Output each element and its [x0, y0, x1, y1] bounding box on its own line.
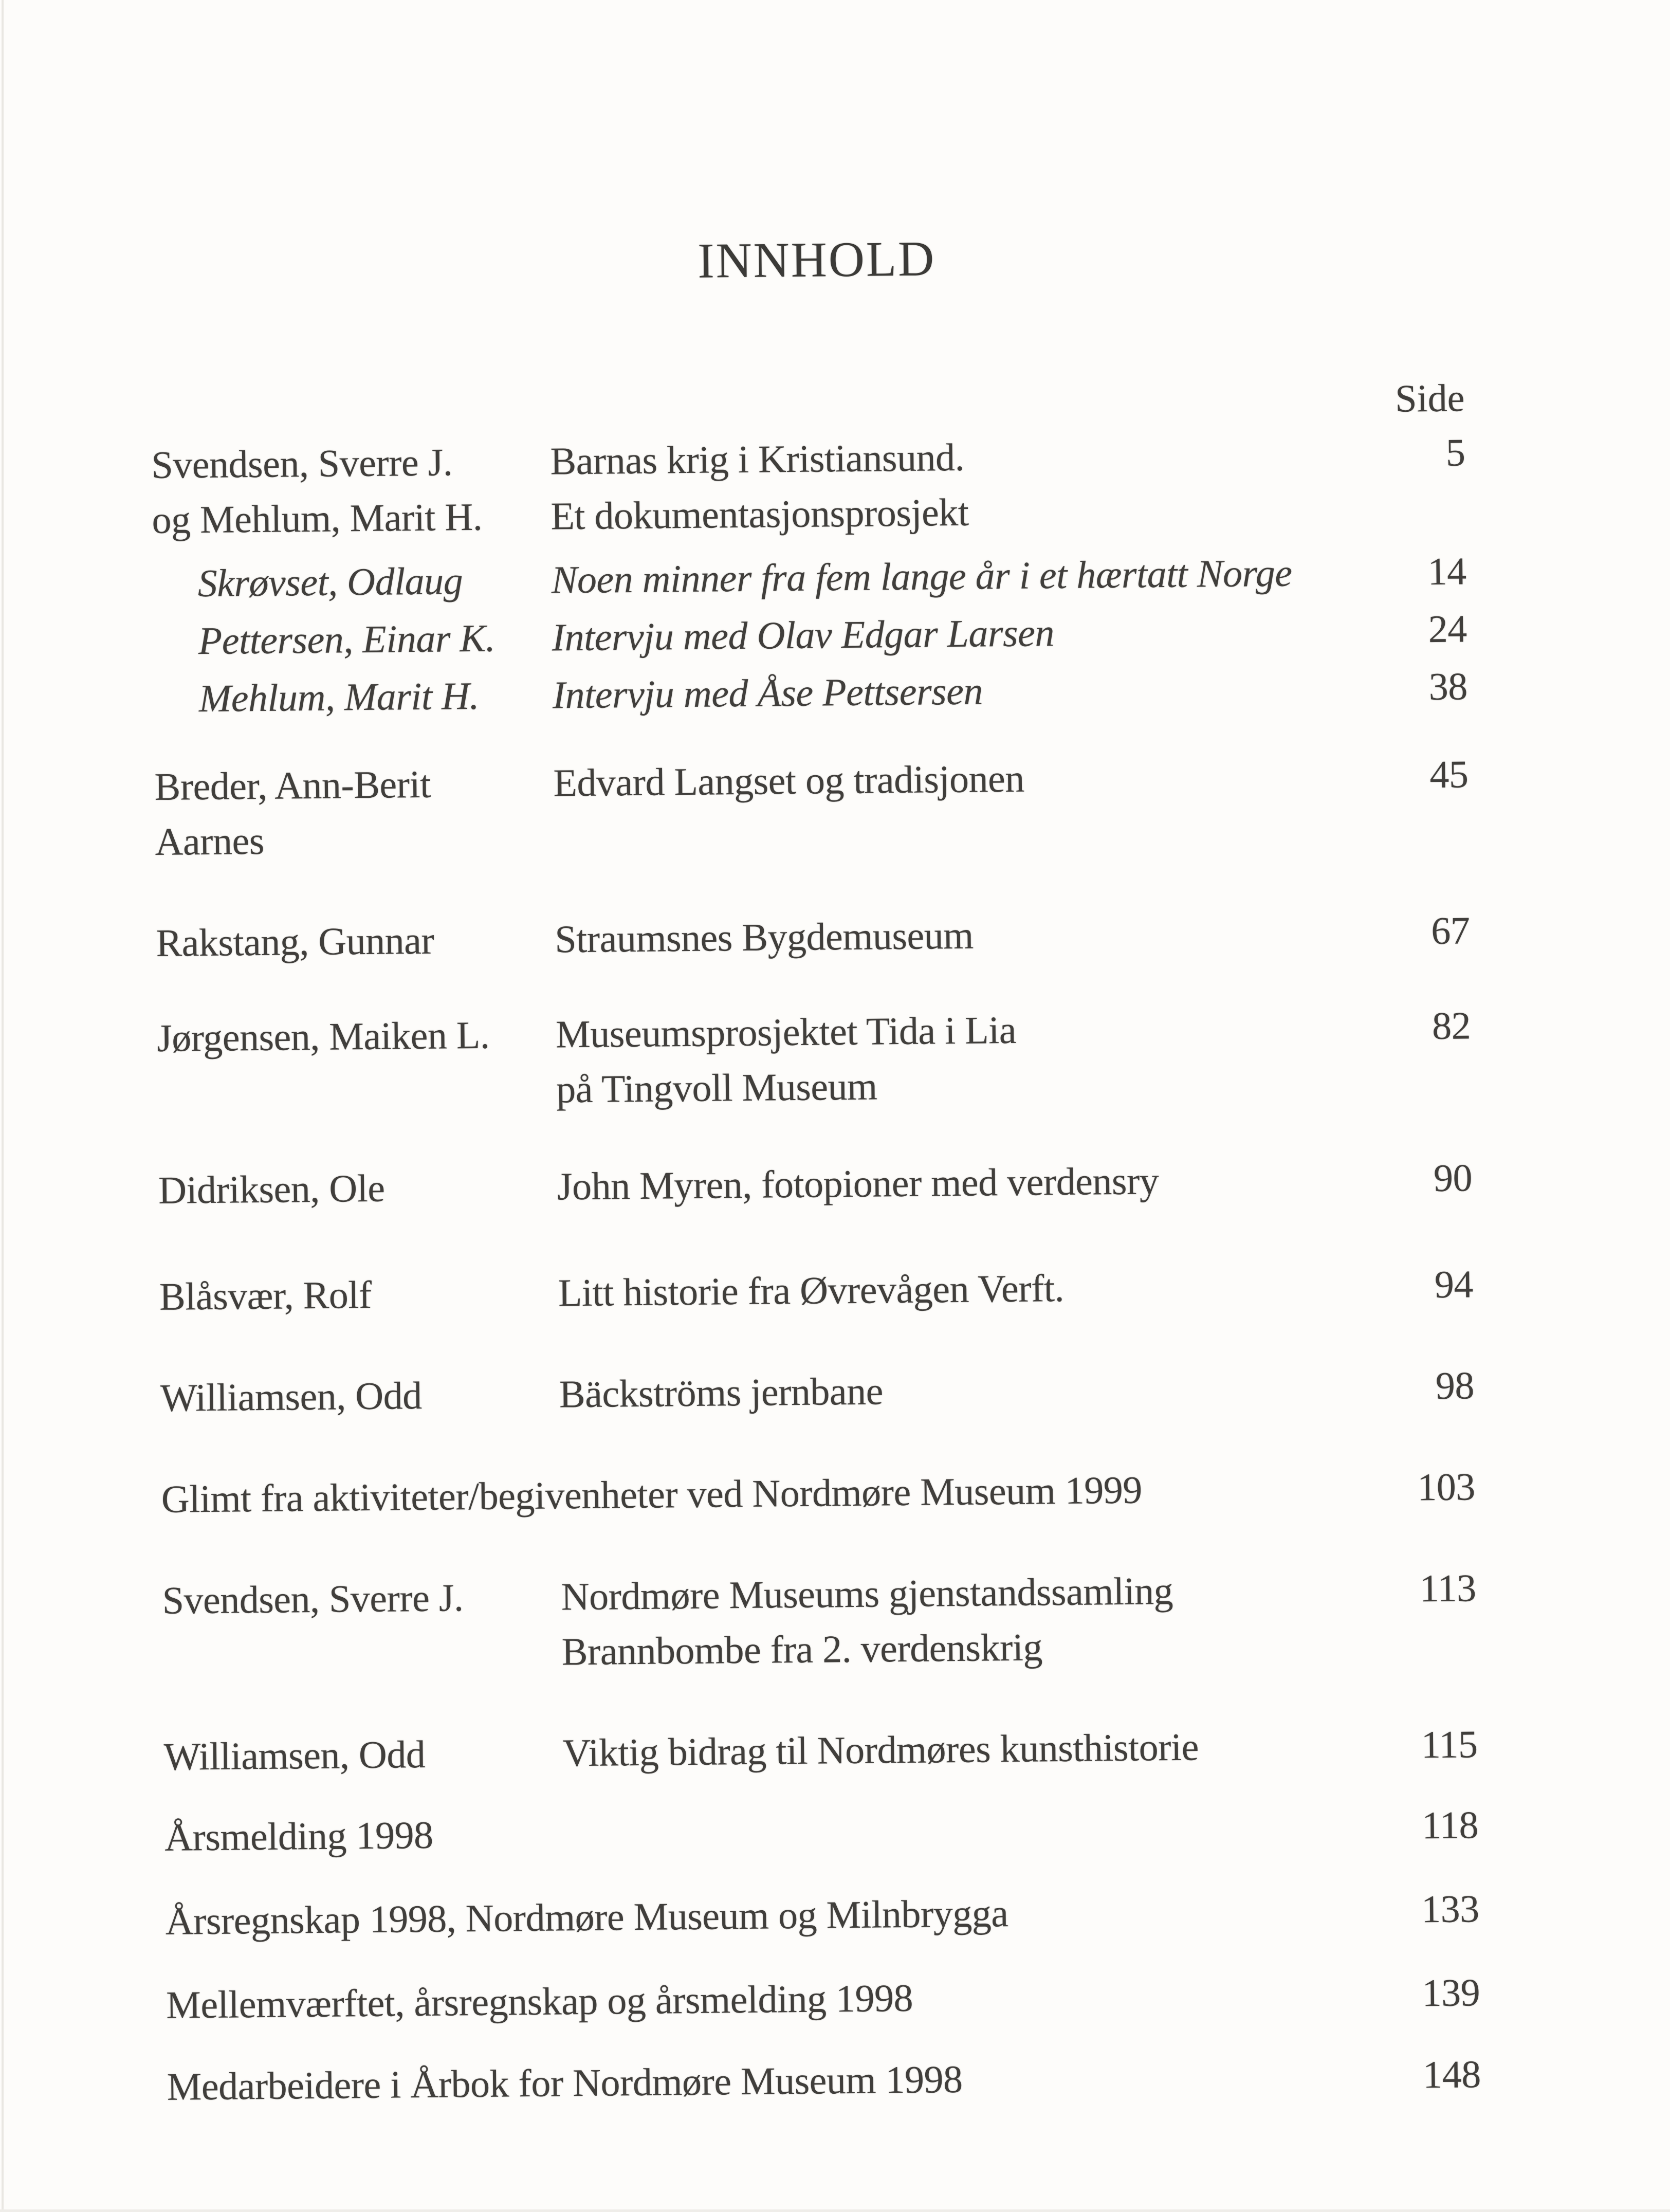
page-title: INNHOLD	[697, 231, 936, 288]
table-row	[151, 425, 1466, 548]
table-row	[165, 1881, 1479, 1949]
entry-page-number: 94	[1434, 1263, 1474, 1307]
entry-title: Intervju med Åse Pettsersen	[552, 669, 983, 717]
entry-title: Nordmøre Museums gjenstandssamling Brannbombe fra 2. verdenskrig	[561, 1569, 1173, 1674]
entry-title: Viktig bidrag til Nordmøres kunsthistorie	[562, 1725, 1199, 1775]
table-row	[167, 2047, 1481, 2115]
table-row	[156, 903, 1470, 971]
entry-title: Edvard Langset og tradisjonen	[553, 757, 1025, 805]
entry-title: Bäckströms jernbane	[559, 1369, 884, 1416]
entry-author: Pettersen, Einar K.	[198, 616, 496, 663]
entry-title: Årsmelding 1998	[164, 1813, 433, 1859]
entry-author: Skrøvset, Odlaug	[197, 559, 463, 606]
entry-author: Williamsen, Odd	[160, 1374, 423, 1420]
table-row	[158, 1150, 1473, 1218]
entry-title: Intervju med Olav Edgar Larsen	[552, 611, 1055, 660]
entry-author: Svendsen, Sverre J.	[162, 1576, 464, 1622]
entry-title: Noen minner fra fem lange år i et hærtatt Norge	[551, 551, 1292, 602]
entry-title: Barnas krig i Kristiansund. Et dokumentasjonsprosjekt	[550, 435, 969, 538]
table-row	[157, 998, 1472, 1121]
entry-author: Didriksen, Ole	[158, 1166, 385, 1212]
entry-page-number: 82	[1432, 1004, 1471, 1048]
entry-page-number: 103	[1417, 1465, 1476, 1509]
entry-page-number: 98	[1435, 1364, 1475, 1408]
entry-page-number: 139	[1422, 1971, 1480, 2015]
entry-page-number: 133	[1421, 1887, 1480, 1931]
entry-author: Jørgensen, Maiken L.	[156, 1013, 490, 1060]
entry-title: Museumsprosjektet Tida i Lia på Tingvoll Museum	[555, 1008, 1017, 1111]
table-row	[163, 1717, 1478, 1785]
entry-page-number: 90	[1433, 1156, 1473, 1200]
entry-author: Blåsvær, Rolf	[159, 1273, 372, 1319]
entry-page-number: 24	[1428, 607, 1467, 651]
table-row	[160, 1358, 1474, 1426]
entry-title: John Myren, fotopioner med verdensry	[557, 1159, 1159, 1209]
table-row	[153, 657, 1467, 728]
entry-title: Medarbeidere i Årbok for Nordmøre Museum 1998	[167, 2057, 963, 2109]
entry-page-number: 45	[1429, 753, 1469, 797]
entry-author: Rakstang, Gunnar	[156, 919, 434, 965]
entry-page-number: 14	[1427, 550, 1467, 594]
table-row	[159, 1257, 1474, 1325]
entry-title: Årsregnskap 1998, Nordmøre Museum og Milnbrygga	[165, 1892, 1008, 1943]
table-row	[166, 1965, 1480, 2033]
entry-page-number: 5	[1445, 431, 1465, 474]
table-of-contents	[151, 425, 1481, 2114]
table-row	[154, 747, 1469, 870]
entry-author: Breder, Ann-Berit Aarnes	[154, 762, 431, 864]
entry-page-number: 115	[1421, 1723, 1478, 1767]
entry-page-number: 148	[1422, 2053, 1481, 2097]
entry-page-number: 67	[1430, 909, 1470, 953]
entry-page-number: 113	[1419, 1566, 1477, 1611]
entry-author: Mehlum, Marit H.	[198, 674, 480, 721]
table-row	[162, 1561, 1477, 1684]
entry-title: Litt historie fra Øvrevågen Verft.	[558, 1267, 1065, 1315]
entry-title: Mellemværftet, årsregnskap og årsmelding 1998	[166, 1976, 913, 2027]
entry-title: Glimt fra aktiviteter/begivenheter ved Nordmøre Museum 1999	[161, 1468, 1143, 1521]
table-row	[161, 1459, 1475, 1527]
entry-title: Straumsnes Bygdemuseum	[555, 913, 974, 961]
entry-page-number: 118	[1421, 1803, 1479, 1848]
table-row	[164, 1798, 1479, 1866]
entry-page-number: 38	[1428, 665, 1468, 709]
entry-author: Svendsen, Sverre J. og Mehlum, Marit H.	[151, 441, 483, 542]
page-column-header: Side	[1394, 376, 1465, 421]
entry-author: Williamsen, Odd	[163, 1733, 426, 1779]
